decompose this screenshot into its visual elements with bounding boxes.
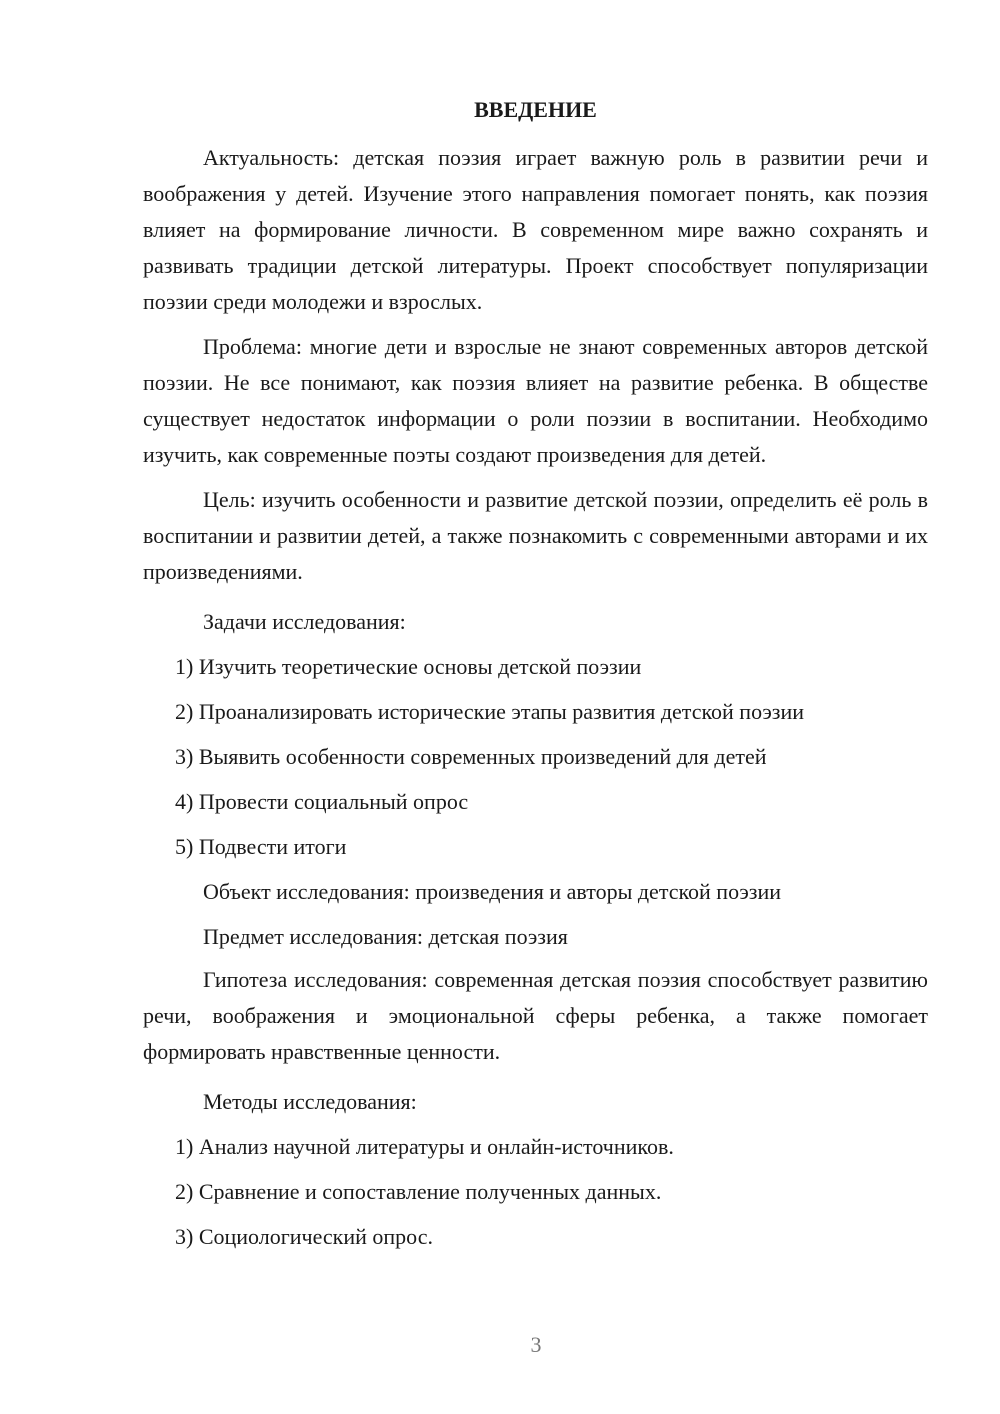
methods-list xyxy=(143,1124,928,1259)
research-subject: Предмет исследования: детская поэзия xyxy=(203,924,568,949)
research-object: Объект исследования: произведения и авторы детской поэзии xyxy=(203,879,782,904)
list-item: 2) Проанализировать исторические этапы развития детской поэзии xyxy=(175,699,805,724)
methods-label: Методы исследования: xyxy=(203,1089,417,1114)
list-item: 1) Изучить теоретические основы детской поэзии xyxy=(175,654,642,679)
list-item: 1) Анализ научной литературы и онлайн-источников. xyxy=(175,1134,674,1159)
page-number: 3 xyxy=(530,1332,542,1357)
hypothesis-paragraph: Гипотеза исследования: современная детская поэзия способствует развитию речи, воображения и эмоциональной сферы ребенка, а также помогает формировать нравственные ценности. xyxy=(143,967,928,1064)
tasks-list xyxy=(143,644,928,869)
problem-paragraph: Проблема: многие дети и взрослые не знают современных авторов детской поэзии. Не все понимают, как поэзия влияет на развитие ребенка. В обществе существует недостаток информации о роли поэзии в воспитании. Необходимо изучить, как современные поэты создают произведения для детей. xyxy=(143,334,928,467)
page-title: ВВЕДЕНИЕ xyxy=(474,97,597,122)
list-item: 2) Сравнение и сопоставление полученных данных. xyxy=(175,1179,662,1204)
list-item: 5) Подвести итоги xyxy=(175,834,347,859)
goal-paragraph: Цель: изучить особенности и развитие детской поэзии, определить её роль в воспитании и развитии детей, а также познакомить с современными авторами и их произведениями. xyxy=(143,487,928,584)
tasks-label: Задачи исследования: xyxy=(203,609,406,634)
document-body xyxy=(143,92,928,1259)
list-item: 3) Социологический опрос. xyxy=(175,1224,433,1249)
relevance-paragraph: Актуальность: детская поэзия играет важную роль в развитии речи и воображения у детей. Изучение этого направления помогает понять, как поэзия влияет на формирование личности. В современном мире важно сохранять и развивать традиции детской литературы. Проект способствует популяризации поэзии среди молодежи и взрослых. xyxy=(143,145,928,314)
list-item: 3) Выявить особенности современных произведений для детей xyxy=(175,744,767,769)
list-item: 4) Провести социальный опрос xyxy=(175,789,469,814)
